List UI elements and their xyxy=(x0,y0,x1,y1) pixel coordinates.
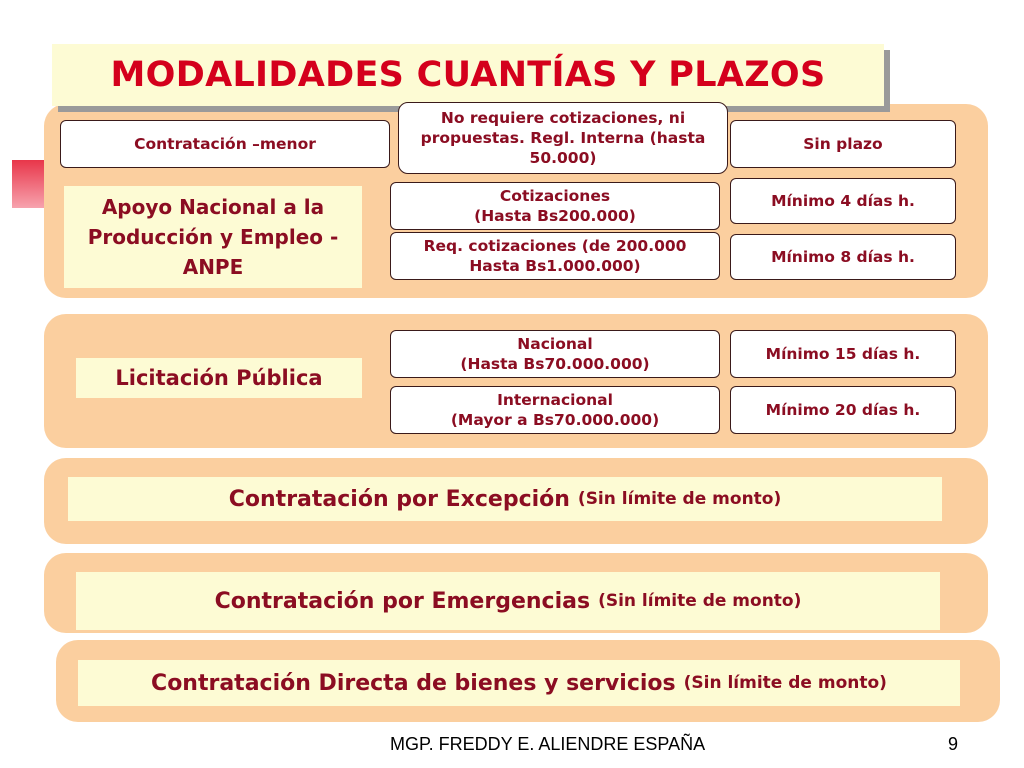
directa-note: (Sin límite de monto) xyxy=(683,673,887,693)
anpe-plazo-box-2 xyxy=(730,234,956,280)
menor-plazo-box xyxy=(730,120,956,168)
licitacion-label: Licitación Pública xyxy=(115,366,323,390)
licitacion-cuantia-box-1 xyxy=(390,330,720,378)
licitacion-plazo-2: Mínimo 20 días h. xyxy=(765,401,921,419)
emergencias-label: Contratación por Emergencias xyxy=(214,588,591,614)
menor-label-box xyxy=(60,120,390,168)
excepcion-label: Contratación por Excepción xyxy=(228,486,570,512)
licitacion-cuantia-1-line2: (Hasta Bs70.000.000) xyxy=(460,355,650,373)
excepcion-note: (Sin límite de monto) xyxy=(577,489,782,509)
menor-cuantia-box xyxy=(398,102,728,174)
anpe-cuantia-2-line2: Hasta Bs1.000.000) xyxy=(469,257,641,275)
page-title: MODALIDADES CUANTÍAS Y PLAZOS xyxy=(110,55,826,95)
menor-label: Contratación –menor xyxy=(134,135,316,153)
licitacion-plazo-box-2 xyxy=(730,386,956,434)
anpe-cuantia-1-line1: Cotizaciones xyxy=(499,187,611,205)
anpe-label-box xyxy=(64,186,362,288)
licitacion-plazo-1: Mínimo 15 días h. xyxy=(765,345,921,363)
anpe-plazo-box-1 xyxy=(730,178,956,224)
licitacion-cuantia-1-line1: Nacional xyxy=(517,335,593,353)
directa-box xyxy=(78,660,960,706)
excepcion-box xyxy=(68,477,942,521)
anpe-cuantia-2-line1: Req. cotizaciones (de 200.000 xyxy=(423,237,687,255)
anpe-plazo-2: Mínimo 8 días h. xyxy=(771,248,915,266)
anpe-plazo-1: Mínimo 4 días h. xyxy=(771,192,915,210)
emergencias-note: (Sin límite de monto) xyxy=(598,591,802,611)
licitacion-label-box xyxy=(76,358,362,398)
anpe-cuantia-box-1 xyxy=(390,182,720,230)
directa-label: Contratación Directa de bienes y servicios xyxy=(151,670,676,696)
licitacion-cuantia-2-line2: (Mayor a Bs70.000.000) xyxy=(450,411,660,429)
footer-author: MGP. FREDDY E. ALIENDRE ESPAÑA xyxy=(390,734,706,754)
title-box xyxy=(52,44,884,106)
licitacion-cuantia-box-2 xyxy=(390,386,720,434)
decorative-accent xyxy=(12,160,46,208)
menor-cuantia: No requiere cotizaciones, ni propuestas. Regl. Interna (hasta 50.000) xyxy=(420,109,706,167)
menor-plazo: Sin plazo xyxy=(803,135,883,153)
anpe-cuantia-box-2 xyxy=(390,232,720,280)
licitacion-cuantia-2-line1: Internacional xyxy=(497,391,613,409)
anpe-label: Apoyo Nacional a la Producción y Empleo - ANPE xyxy=(87,195,339,279)
emergencias-box xyxy=(76,572,940,630)
footer-page-number: 9 xyxy=(948,734,959,754)
anpe-cuantia-1-line2: (Hasta Bs200.000) xyxy=(474,207,636,225)
licitacion-plazo-box-1 xyxy=(730,330,956,378)
